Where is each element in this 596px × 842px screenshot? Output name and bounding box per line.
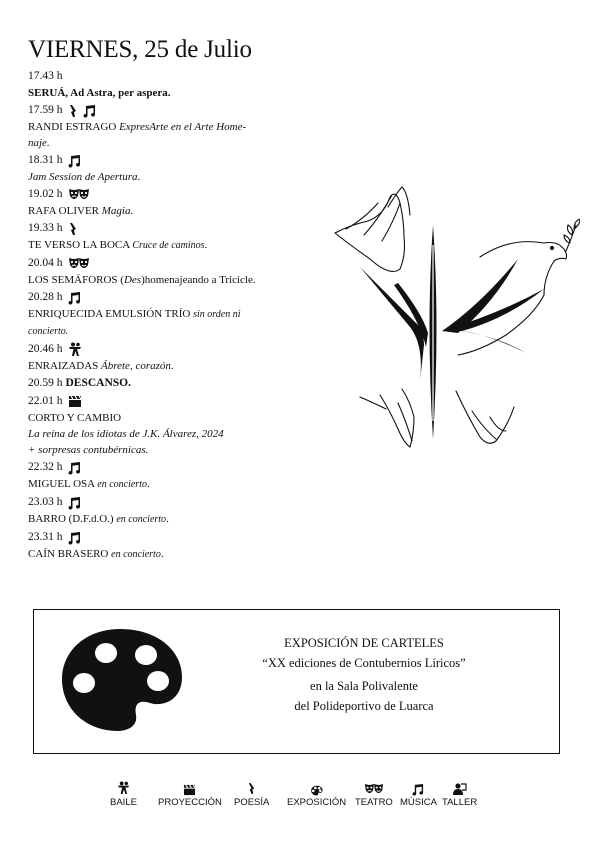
schedule-entry [28, 255, 293, 288]
entry-performer: MIGUEL OSA [28, 478, 98, 490]
entry-performer: RAFA OLIVER [28, 205, 102, 217]
entry-time: 20.46 h [28, 343, 63, 355]
entry-performer: RANDI ESTRAGO [28, 121, 120, 133]
entry-time: 23.03 h [28, 496, 63, 508]
music-icon [68, 291, 81, 305]
entry-time: 19.02 h [28, 188, 63, 200]
workshop-icon [453, 778, 467, 796]
entry-extra: . [160, 548, 164, 560]
exhibition-heading: EXPOSICIÓN DE CARTELES [284, 636, 444, 650]
entry-performer: DESCANSO. [65, 377, 132, 389]
schedule-entry [28, 289, 293, 340]
exhibition-box [33, 609, 560, 754]
poetry-icon [68, 104, 78, 118]
entry-work: Jam Session de Apertura [28, 171, 138, 183]
music-icon [68, 496, 81, 510]
page-title: VIERNES, 25 de Julio [28, 36, 252, 63]
entry-time: 22.32 h [28, 461, 63, 473]
schedule-entry [28, 102, 293, 151]
entry-extra: . [146, 478, 150, 490]
entry-time: 22.01 h [28, 395, 63, 407]
exhibition-venue: del Polideportivo de Luarca [294, 698, 434, 713]
entry-work: Des [123, 274, 142, 286]
entry-extra: concierto. [28, 326, 69, 337]
entry-time: 20.04 h [28, 257, 63, 269]
legend-item [158, 778, 222, 809]
entry-time: 20.28 h [28, 291, 63, 303]
entry-performer: CORTO Y CAMBIO [28, 412, 122, 424]
legend-item [355, 778, 393, 809]
entry-time: 23.31 h [28, 531, 63, 543]
film-icon [68, 395, 82, 408]
entry-extra: naje. [28, 137, 50, 149]
legend-label: BAILE [110, 797, 137, 808]
entry-work: Cruce de caminos [132, 240, 205, 251]
legend-item [400, 778, 437, 809]
entry-performer: CAÍN BRASERO [28, 548, 112, 560]
palette-icon [311, 778, 323, 796]
legend-label: POESÍA [234, 797, 270, 808]
entry-performer: LOS SEMÁFOROS ( [28, 274, 124, 286]
music-icon [412, 778, 424, 796]
film-icon [183, 778, 196, 796]
music-icon [83, 104, 96, 118]
poetry-icon [247, 778, 256, 796]
exhibition-subtitle: “XX ediciones de Contubernios Líricos” [262, 655, 466, 670]
music-icon [68, 154, 81, 168]
theatre-icon [68, 257, 90, 271]
schedule-entry [28, 341, 293, 374]
entry-extra: )homenajeando a Tricicle. [141, 274, 256, 286]
schedule-list [28, 68, 293, 564]
legend-label: PROYECCIÓN [158, 797, 222, 808]
entry-work: Ábrete, corazón [101, 360, 171, 372]
entry-time: 17.43 h [28, 70, 63, 82]
exhibition-location: en la Sala Polivalente [310, 679, 418, 693]
schedule-entry [28, 186, 293, 219]
music-icon [68, 461, 81, 475]
legend-item [110, 778, 137, 809]
entry-work: Magia [101, 205, 131, 217]
legend-label: TALLER [442, 797, 478, 808]
schedule-entry [28, 220, 293, 254]
palette-icon [60, 625, 186, 738]
entry-extra: . [166, 513, 169, 525]
entry-work: ExpresArte en el Arte Home- [119, 121, 247, 133]
entry-performer: SERUÁ, Ad Astra, per aspera. [28, 87, 171, 99]
dance-icon [68, 342, 82, 357]
entry-extra: + sorpresas contubérnicas. [28, 444, 149, 456]
entry-work: en concierto [111, 549, 161, 560]
entry-time: 18.31 h [28, 154, 63, 166]
entry-performer: ENRIQUECIDA EMULSIÓN TRÍO [28, 308, 194, 320]
entry-work: en concierto [116, 514, 167, 525]
dove-illustration [330, 185, 580, 450]
entry-work: sin orden ni [193, 309, 241, 320]
legend-item [234, 778, 269, 809]
poetry-icon [68, 222, 78, 236]
exhibition-text [229, 634, 499, 716]
schedule-entry [28, 459, 293, 493]
legend-label: MÚSICA [400, 797, 437, 808]
entry-extra: . [137, 171, 141, 183]
entry-performer: TE VERSO LA BOCA [28, 239, 133, 251]
entry-extra: . [204, 239, 208, 251]
theatre-icon [364, 778, 384, 796]
entry-extra: . [130, 205, 134, 217]
dance-icon [117, 778, 130, 796]
schedule-entry [28, 529, 293, 563]
legend-item [442, 778, 477, 809]
entry-time: 19.33 h [28, 222, 63, 234]
schedule-entry [28, 375, 293, 392]
schedule-entry [28, 393, 293, 458]
schedule-entry [28, 152, 293, 185]
entry-performer: ENRAIZADAS [28, 360, 102, 372]
schedule-entry [28, 68, 293, 101]
theatre-icon [68, 188, 90, 202]
entry-time: 20.59 h [28, 377, 63, 389]
entry-work: La reina de los idiotas de J.K. Álvarez, 2024 [28, 428, 224, 440]
schedule-entry [28, 494, 293, 528]
entry-time: 17.59 h [28, 104, 63, 116]
entry-performer: BARRO (D.F.d.O.) [28, 513, 117, 525]
legend-label: TEATRO [355, 797, 393, 808]
legend-label: EXPOSICIÓN [287, 797, 347, 808]
music-icon [68, 531, 81, 545]
icon-legend [110, 778, 490, 812]
entry-work: en concierto [97, 479, 147, 490]
legend-item [287, 778, 346, 809]
entry-extra: . [170, 360, 174, 372]
